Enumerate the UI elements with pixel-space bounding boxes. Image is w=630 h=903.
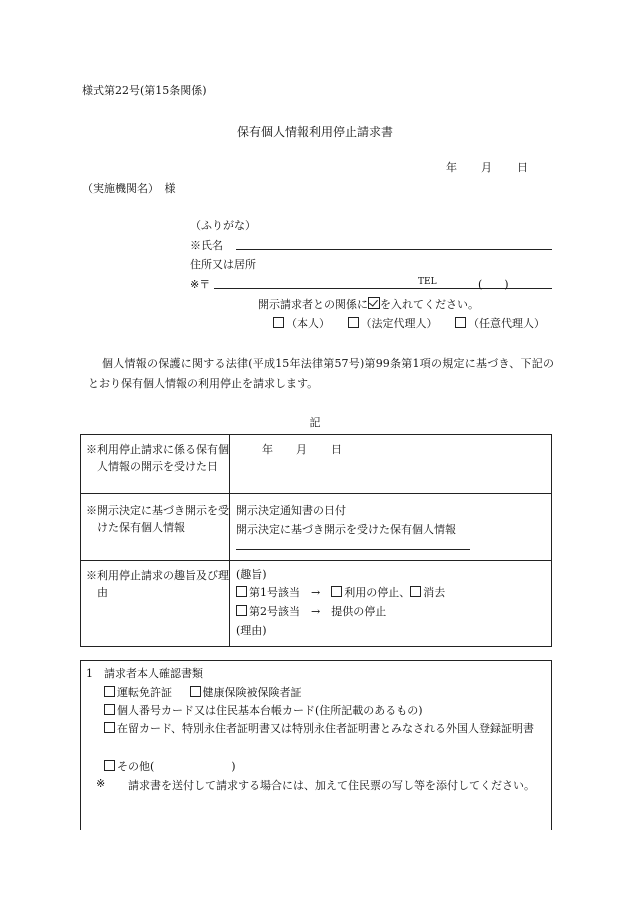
date-day: 日 — [517, 161, 528, 174]
row1-year: 年 — [262, 443, 273, 456]
postal-label: ※〒 — [190, 278, 211, 291]
doc-other: その他( ) — [117, 760, 236, 773]
doc-other-row — [104, 758, 236, 774]
relation-prefix: 開示請求者との関係に — [258, 298, 368, 311]
row1-label: ※利用停止請求に係る保有個人情報の開示を受けた日 — [86, 443, 229, 473]
relation-legal-agent[interactable]: （法定代理人） — [348, 317, 438, 330]
ki-heading: 記 — [309, 416, 321, 429]
checkbox-icon[interactable] — [236, 605, 247, 616]
checkbox-icon[interactable] — [104, 760, 115, 771]
checkbox-icon — [273, 317, 284, 328]
relation-voluntary-agent[interactable]: （任意代理人） — [455, 317, 545, 330]
checkbox-icon[interactable] — [104, 722, 115, 733]
name-field[interactable] — [236, 249, 552, 250]
date-month: 月 — [481, 161, 492, 174]
purpose-opt1: 第1号該当 → 利用の停止、 消去 — [236, 584, 445, 600]
docs-box-right — [551, 660, 552, 830]
row1-day: 日 — [331, 443, 342, 456]
docs-box-left — [80, 660, 81, 830]
furigana-label: （ふりがな） — [190, 219, 256, 232]
table-row-divider — [80, 560, 552, 561]
doc-mynumber: 個人番号カード又は住民基本台帳カード(住所記載のあるもの) — [117, 704, 423, 717]
relation-options — [273, 315, 545, 331]
row1-month: 月 — [296, 443, 307, 456]
body-text: 個人情報の保護に関する法律(平成15年法律第57号)第99条第1項の規定に基づき、下記のとおり保有個人情報の利用停止を請求します。 — [88, 357, 554, 390]
doc-residence: 在留カード、特別永住者証明書又は特別永住者証明書とみなされる外国人登録証明書 — [117, 722, 535, 735]
address-label: 住所又は居所 — [190, 258, 256, 271]
doc-insurance: 健康保険被保険者証 — [202, 686, 302, 699]
doc-license-row — [104, 684, 302, 700]
date-year: 年 — [446, 161, 457, 174]
relation-suffix: を入れてください。 — [380, 298, 479, 311]
purpose-label: (趣旨) — [236, 568, 267, 581]
checked-box-icon — [368, 297, 380, 309]
doc-mynumber-row — [104, 702, 423, 718]
row2-info-field[interactable] — [236, 549, 470, 550]
purpose-opt2: 第2号該当 → 提供の停止 — [236, 603, 386, 619]
reason-label: (理由) — [236, 624, 267, 637]
relation-instruction — [258, 296, 479, 312]
row2-label: ※開示決定に基づき開示を受けた保有個人情報 — [86, 504, 229, 534]
tel-label: TEL — [418, 277, 437, 287]
checkbox-icon[interactable] — [410, 586, 421, 597]
row2-line2: 開示決定に基づき開示を受けた保有個人情報 — [236, 523, 456, 536]
checkbox-icon — [455, 317, 466, 328]
doc-residence-row — [104, 720, 558, 738]
doc-license: 運転免許証 — [117, 686, 172, 699]
checkbox-icon[interactable] — [104, 686, 115, 697]
docs-note: 請求書を送付して請求する場合には、加えて住民票の写し等を添付してください。 — [128, 779, 535, 792]
addressee: （実施機関名） 様 — [82, 182, 176, 195]
checkbox-icon[interactable] — [236, 586, 247, 597]
checkbox-icon[interactable] — [104, 704, 115, 715]
checkbox-icon[interactable] — [331, 586, 342, 597]
note-mark: ※ — [96, 777, 106, 790]
checkbox-icon — [348, 317, 359, 328]
checkbox-icon[interactable] — [190, 686, 201, 697]
row2-line1: 開示決定通知書の日付 — [236, 504, 346, 517]
form-number: 様式第22号(第15条関係) — [82, 84, 207, 97]
relation-self[interactable]: （本人） — [273, 317, 330, 330]
name-label: ※氏名 — [190, 239, 223, 252]
docs-heading: 1 請求者本人確認書類 — [86, 667, 203, 680]
row3-label: ※利用停止請求の趣旨及び理由 — [86, 569, 229, 599]
docs-box-top — [80, 660, 552, 661]
page-title: 保有個人情報利用停止請求書 — [236, 125, 393, 139]
table-row-divider — [80, 493, 552, 494]
tel-paren: ( ) — [478, 278, 509, 291]
